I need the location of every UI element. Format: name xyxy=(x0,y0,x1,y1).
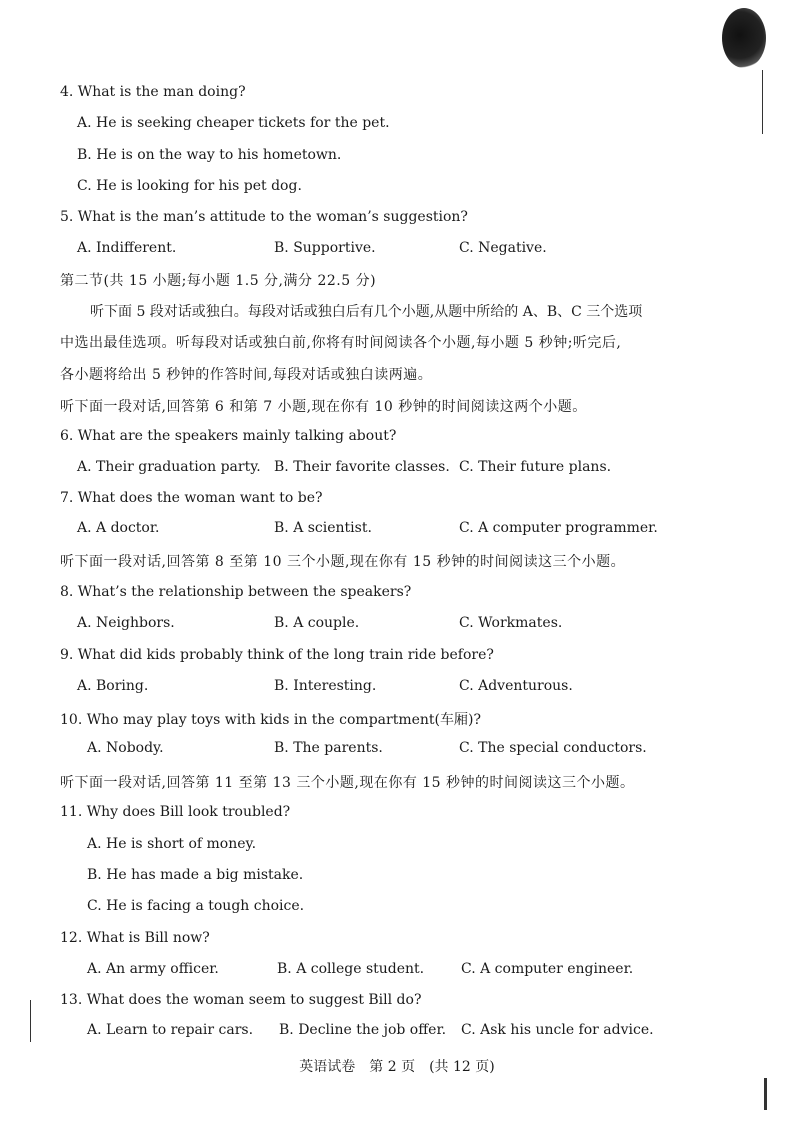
q6-option-c: C. Their future plans. xyxy=(459,459,612,475)
q4-option-c: C. He is looking for his pet dog. xyxy=(77,178,302,194)
q5-options xyxy=(77,240,677,256)
q11-option-a: A. He is short of money. xyxy=(87,836,257,852)
question-13: 13. What does the woman seem to suggest Bill do? xyxy=(60,992,422,1008)
q12-option-b: B. A college student. xyxy=(277,961,425,977)
q13-option-c: C. Ask his uncle for advice. xyxy=(461,1022,654,1038)
section-instructions-line-1: 听下面 5 段对话或独白。每段对话或独白后有几个小题,从题中所给的 A、B、C 三个选项 xyxy=(90,304,643,320)
q9-options xyxy=(77,678,677,694)
section-heading: 第二节(共 15 小题;每小题 1.5 分,满分 22.5 分) xyxy=(60,273,377,289)
margin-line-mark xyxy=(30,1000,31,1042)
q8-option-b: B. A couple. xyxy=(274,615,360,631)
q11-option-b: B. He has made a big mistake. xyxy=(87,867,304,883)
direction-text-3: 听下面一段对话,回答第 11 至第 13 三个小题,现在你有 15 秒钟的时间阅读这三个小题。 xyxy=(60,775,635,791)
question-7: 7. What does the woman want to be? xyxy=(60,490,323,506)
q9-option-b: B. Interesting. xyxy=(274,678,377,694)
q9-option-a: A. Boring. xyxy=(77,678,149,694)
corner-mark xyxy=(764,1078,767,1110)
q4-option-a: A. He is seeking cheaper tickets for the pet. xyxy=(77,115,390,131)
question-5: 5. What is the man’s attitude to the woman’s suggestion? xyxy=(60,209,468,225)
q11-option-c: C. He is facing a tough choice. xyxy=(87,898,305,914)
q7-option-c: C. A computer programmer. xyxy=(459,520,658,536)
q7-option-b: B. A scientist. xyxy=(274,520,372,536)
question-12: 12. What is Bill now? xyxy=(60,930,210,946)
q10-option-b: B. The parents. xyxy=(274,740,383,756)
question-10: 10. Who may play toys with kids in the compartment(车厢)? xyxy=(60,712,481,728)
page-footer: 英语试卷 第 2 页 (共 12 页) xyxy=(299,1059,495,1075)
q13-options xyxy=(87,1022,687,1038)
direction-text-2: 听下面一段对话,回答第 8 至第 10 三个小题,现在你有 15 秒钟的时间阅读这三个小题。 xyxy=(60,554,626,570)
direction-text-1: 听下面一段对话,回答第 6 和第 7 小题,现在你有 10 秒钟的时间阅读这两个小题。 xyxy=(60,399,587,415)
q4-option-b: B. He is on the way to his hometown. xyxy=(77,147,342,163)
question-8: 8. What’s the relationship between the speakers? xyxy=(60,584,412,600)
q13-option-a: A. Learn to repair cars. xyxy=(87,1022,254,1038)
q6-options xyxy=(77,459,677,475)
q7-options xyxy=(77,520,677,536)
q9-option-c: C. Adventurous. xyxy=(459,678,573,694)
margin-line-mark xyxy=(762,70,763,134)
q10-options xyxy=(87,740,687,756)
q7-option-a: A. A doctor. xyxy=(77,520,160,536)
q6-option-a: A. Their graduation party. xyxy=(77,459,261,475)
q6-option-b: B. Their favorite classes. xyxy=(274,459,450,475)
q5-option-c: C. Negative. xyxy=(459,240,547,256)
q10-option-a: A. Nobody. xyxy=(87,740,164,756)
question-11: 11. Why does Bill look troubled? xyxy=(60,804,291,820)
q12-options xyxy=(87,961,687,977)
q5-option-b: B. Supportive. xyxy=(274,240,376,256)
q12-option-a: A. An army officer. xyxy=(87,961,219,977)
q5-option-a: A. Indifferent. xyxy=(77,240,177,256)
q12-option-c: C. A computer engineer. xyxy=(461,961,634,977)
q8-option-c: C. Workmates. xyxy=(459,615,563,631)
q10-option-c: C. The special conductors. xyxy=(459,740,647,756)
q13-option-b: B. Decline the job offer. xyxy=(279,1022,447,1038)
question-6: 6. What are the speakers mainly talking about? xyxy=(60,428,397,444)
section-instructions-line-2: 中选出最佳选项。听每段对话或独白前,你将有时间阅读各个小题,每小题 5 秒钟;听完后, xyxy=(60,335,622,351)
q8-option-a: A. Neighbors. xyxy=(77,615,175,631)
section-instructions-line-3: 各小题将给出 5 秒钟的作答时间,每段对话或独白读两遍。 xyxy=(60,367,433,383)
question-4: 4. What is the man doing? xyxy=(60,84,246,100)
q8-options xyxy=(77,615,677,631)
question-9: 9. What did kids probably think of the long train ride before? xyxy=(60,647,494,663)
ink-blot-mark xyxy=(722,8,766,68)
